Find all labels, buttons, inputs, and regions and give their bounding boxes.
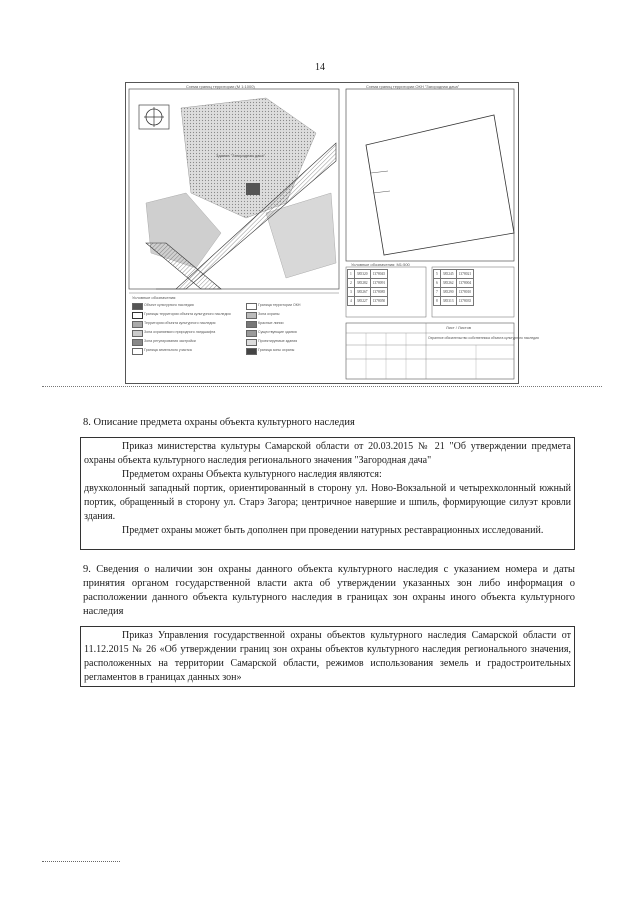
legend-swatch — [132, 312, 143, 319]
table-cell: 1378035 — [456, 297, 474, 306]
table-cell: 385313 — [440, 297, 456, 306]
section-9-paragraph: Приказ Управления государственной охраны объектов культурного наследия Самарской области от 11.12.2015 № 26 «Об утверждении границ зон охраны объектов культурного наследия регионального значения, расположенных на территории Самарской области, режимов использования земель и градостроительных регламентов в границах данных зон» — [84, 630, 571, 683]
legend-swatch — [246, 339, 257, 346]
section-8-paragraph: Предмет охраны может быть дополнен при проведении натурных реставрационных исследований. — [122, 525, 544, 536]
table-cell: 6 — [434, 279, 441, 288]
table-row — [434, 279, 474, 288]
stamp-description: Охранное обязательство собственника объекта культурного наследия — [428, 336, 539, 340]
plan-left-title: Схема границ территории (М 1:1000) — [186, 84, 255, 89]
table-cell: 4 — [348, 297, 355, 306]
legend-swatch — [132, 303, 143, 310]
table-cell: 385245 — [440, 270, 456, 279]
legend-item: Зона охраны — [258, 312, 280, 316]
table-row — [434, 270, 474, 279]
legend-title: Условные обозначения: — [132, 295, 177, 300]
legend-swatch — [246, 321, 257, 328]
legend-item: Граница зоны охраны — [258, 348, 295, 352]
page-number: 14 — [315, 62, 325, 73]
section-8-heading: 8. Описание предмета охраны объекта культурного наследия — [83, 417, 355, 428]
building-label: Здание "Загородная дача" — [216, 153, 266, 158]
table-cell: 1 — [348, 270, 355, 279]
table-cell: 1378050 — [370, 297, 388, 306]
table-cell: 385320 — [354, 270, 370, 279]
legend-swatch — [132, 339, 143, 346]
legend-item: Существующие здания — [258, 330, 297, 334]
plan-bottom-line — [42, 386, 602, 387]
table-cell: 1378091 — [370, 279, 388, 288]
section-8-paragraph: Предметом охраны Объекта культурного наследия являются: — [122, 469, 382, 480]
section-8-paragraph: Приказ министерства культуры Самарской области от 20.03.2015 № 21 "Об утверждении предмета охраны объекта культурного наследия регионального значения "Загородная дача" — [84, 441, 571, 466]
table-cell: 1378085 — [370, 288, 388, 297]
table-cell: 2 — [348, 279, 355, 288]
table-cell: 3 — [348, 288, 355, 297]
plan-right-title: Схема границ территории ОКН "Загородная дача" — [366, 84, 460, 89]
legend-item: Проектируемые здания — [258, 339, 298, 343]
legend-swatch — [132, 330, 143, 337]
coords-table-left — [347, 269, 388, 306]
stamp-title: Лист / Листов — [446, 325, 472, 330]
table-row — [348, 288, 388, 297]
section-8-paragraph: двухколонный западный портик, ориентированный в сторону ул. Ново-Вокзальной и четырехколонный южный портик, обращенный в сторону ул. Старэ Загора; центричное навершие и шпиль, формирующие силуэт кровли здания. — [84, 483, 571, 522]
section-9-heading: 9. Сведения о наличии зон охраны данного объекта культурного наследия с указанием номера и даты принятия органом государственной власти акта об утверждении указанных зон либо информация о расположении данного объекта культурного наследия в границах зон охраны иного объекта культурного наследия — [83, 564, 575, 617]
table-cell: 5 — [434, 270, 441, 279]
table-cell: 385290 — [440, 288, 456, 297]
table-cell: 1378004 — [456, 279, 474, 288]
table-row — [434, 297, 474, 306]
legend-item: Территория объекта культурного наследия — [144, 321, 216, 325]
table-cell: 7 — [434, 288, 441, 297]
table-cell: 385282 — [354, 279, 370, 288]
legend-swatch — [132, 348, 143, 355]
table-cell: 385267 — [354, 288, 370, 297]
legend-item: Граница земельного участка — [144, 348, 192, 352]
footer-line — [42, 861, 120, 862]
legend-swatch — [246, 303, 257, 310]
table-cell: 385262 — [440, 279, 456, 288]
coords-table-right — [433, 269, 474, 306]
legend-item: Красные линии — [258, 321, 284, 325]
table-cell: 1378021 — [456, 270, 474, 279]
legend-swatch — [246, 330, 257, 337]
table-cell: 1378045 — [370, 270, 388, 279]
legend-item: Зона охраняемого природного ландшафта — [144, 330, 216, 334]
table-row — [434, 288, 474, 297]
section-8-box — [80, 437, 575, 550]
legend-item: Границы территории объекта культурного наследия — [144, 312, 231, 316]
table-cell: 385227 — [354, 297, 370, 306]
table-row — [348, 279, 388, 288]
legend-swatch — [246, 312, 257, 319]
legend-item: Зона регулирования застройки — [144, 339, 196, 343]
table-row — [348, 297, 388, 306]
legend-item: Объект культурного наследия — [144, 303, 194, 307]
table-cell: 8 — [434, 297, 441, 306]
section-9-box — [80, 626, 575, 687]
legend-swatch — [246, 348, 257, 355]
plan-scale-text: Условные обозначения: М1:500 — [351, 262, 410, 267]
legend-swatch — [132, 321, 143, 328]
table-cell: 1378010 — [456, 288, 474, 297]
legend-item: Граница территории ОКН — [258, 303, 301, 307]
site-plan — [125, 82, 539, 384]
table-row — [348, 270, 388, 279]
